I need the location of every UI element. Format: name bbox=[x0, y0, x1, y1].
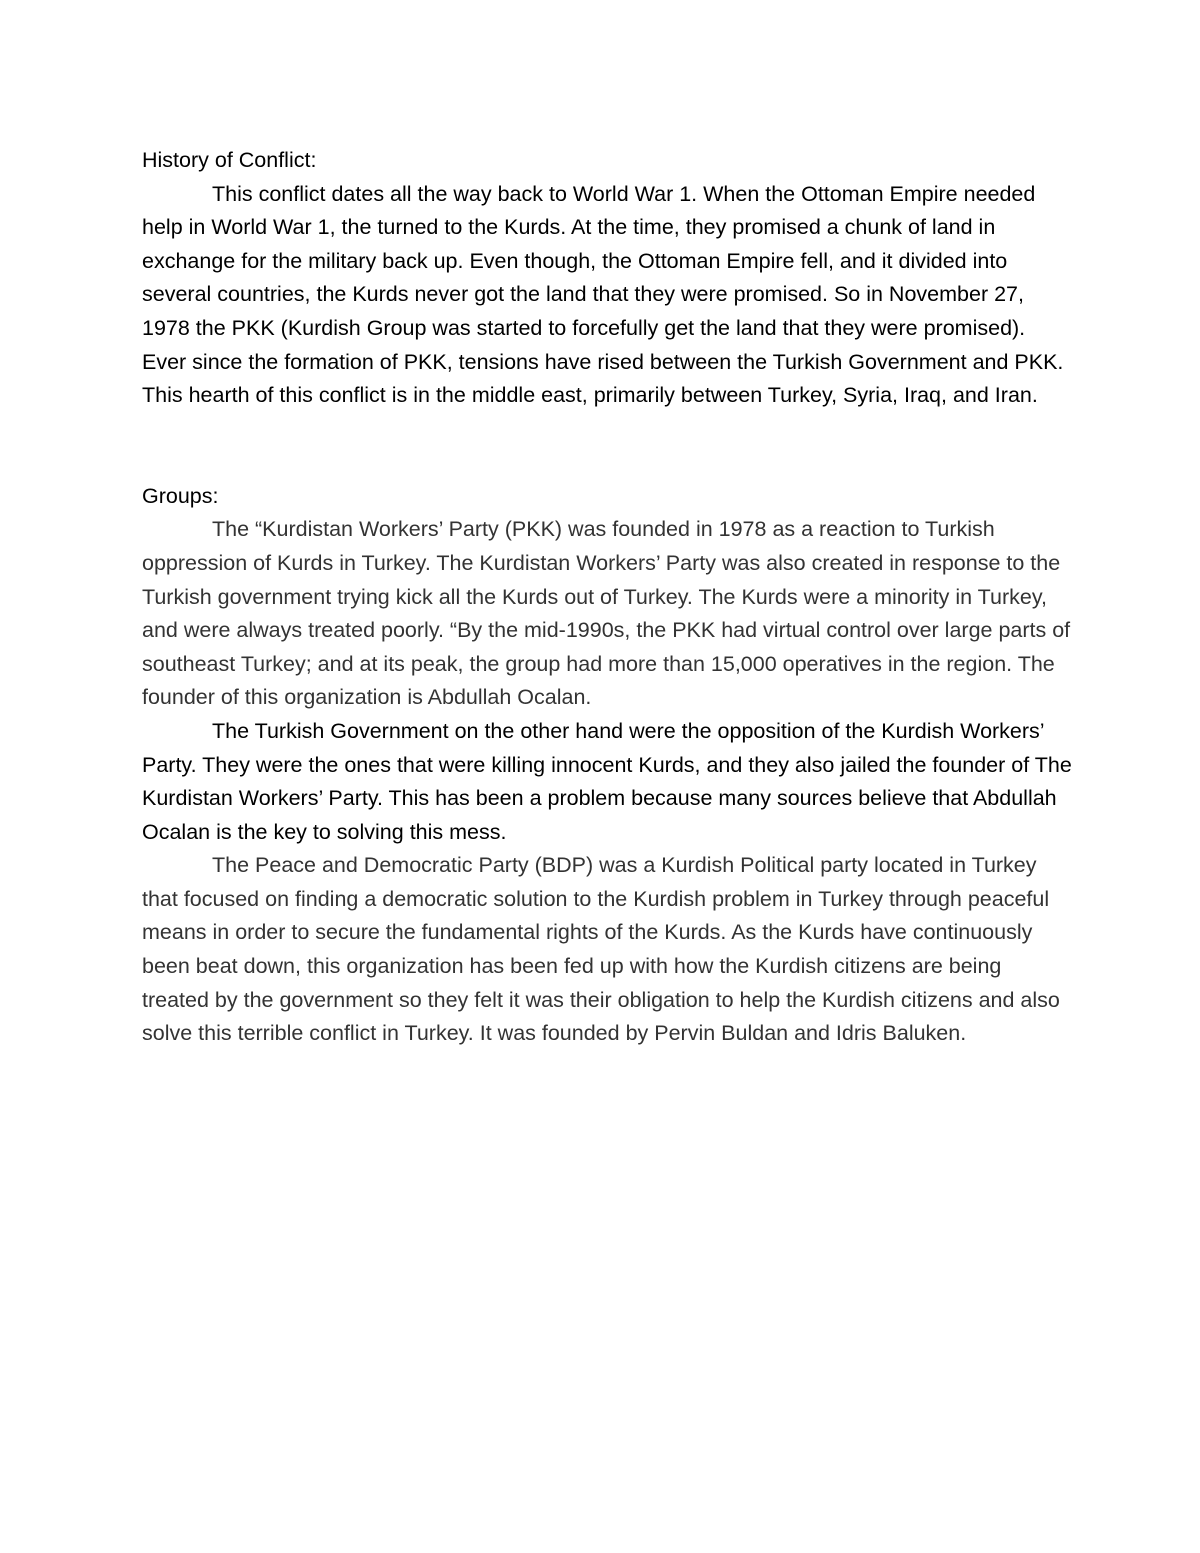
groups-paragraph-bdp: The Peace and Democratic Party (BDP) was a Kurdish Political party located in Turkey that focused on finding a democratic solution to the Kurdish problem in Turkey through peaceful means in order to secure the fundamental rights of the Kurds. As the Kurds have continuously been beat down, this organization has been fed up with how the Kurdish citizens are being treated by the government so they felt it was their obligation to help the Kurdish citizens and also solve this terrible conflict in Turkey. It was founded by Pervin Buldan and Idris Baluken. bbox=[142, 853, 1060, 1046]
document-body bbox=[142, 144, 1072, 1051]
section-spacer bbox=[142, 413, 1072, 480]
section-heading-history: History of Conflict: bbox=[142, 148, 317, 172]
history-paragraph: This conflict dates all the way back to World War 1. When the Ottoman Empire needed help in World War 1, the turned to the Kurds. At the time, they promised a chunk of land in exchange for the military back up. Even though, the Ottoman Empire fell, and it divided into several countries, the Kurds never got the land that they were promised. So in November 27, 1978 the PKK (Kurdish Group was started to forcefully get the land that they were promised). Ever since the formation of PKK, tensions have rised between the Turkish Government and PKK. This hearth of this conflict is in the middle east, primarily between Turkey, Syria, Iraq, and Iran. bbox=[142, 181, 1064, 408]
section-heading-groups: Groups: bbox=[142, 483, 219, 508]
groups-paragraph-turkish-government: The Turkish Government on the other hand were the opposition of the Kurdish Workers’ Party. They were the ones that were killing innocent Kurds, and they also jailed the founder of The Kurdistan Workers’ Party. This has been a problem because many sources believe that Abdullah Ocalan is the key to solving this mess. bbox=[142, 718, 1072, 844]
groups-paragraph-pkk: The “Kurdistan Workers’ Party (PKK) was founded in 1978 as a reaction to Turkish oppression of Kurds in Turkey. The Kurdistan Workers’ Party was also created in response to the Turkish government trying kick all the Kurds out of Turkey. The Kurds were a minority in Turkey, and were always treated poorly. “By the mid-1990s, the PKK had virtual control over large parts of southeast Turkey; and at its peak, the group had more than 15,000 operatives in the region. The founder of this organization is Abdullah Ocalan. bbox=[142, 517, 1071, 710]
